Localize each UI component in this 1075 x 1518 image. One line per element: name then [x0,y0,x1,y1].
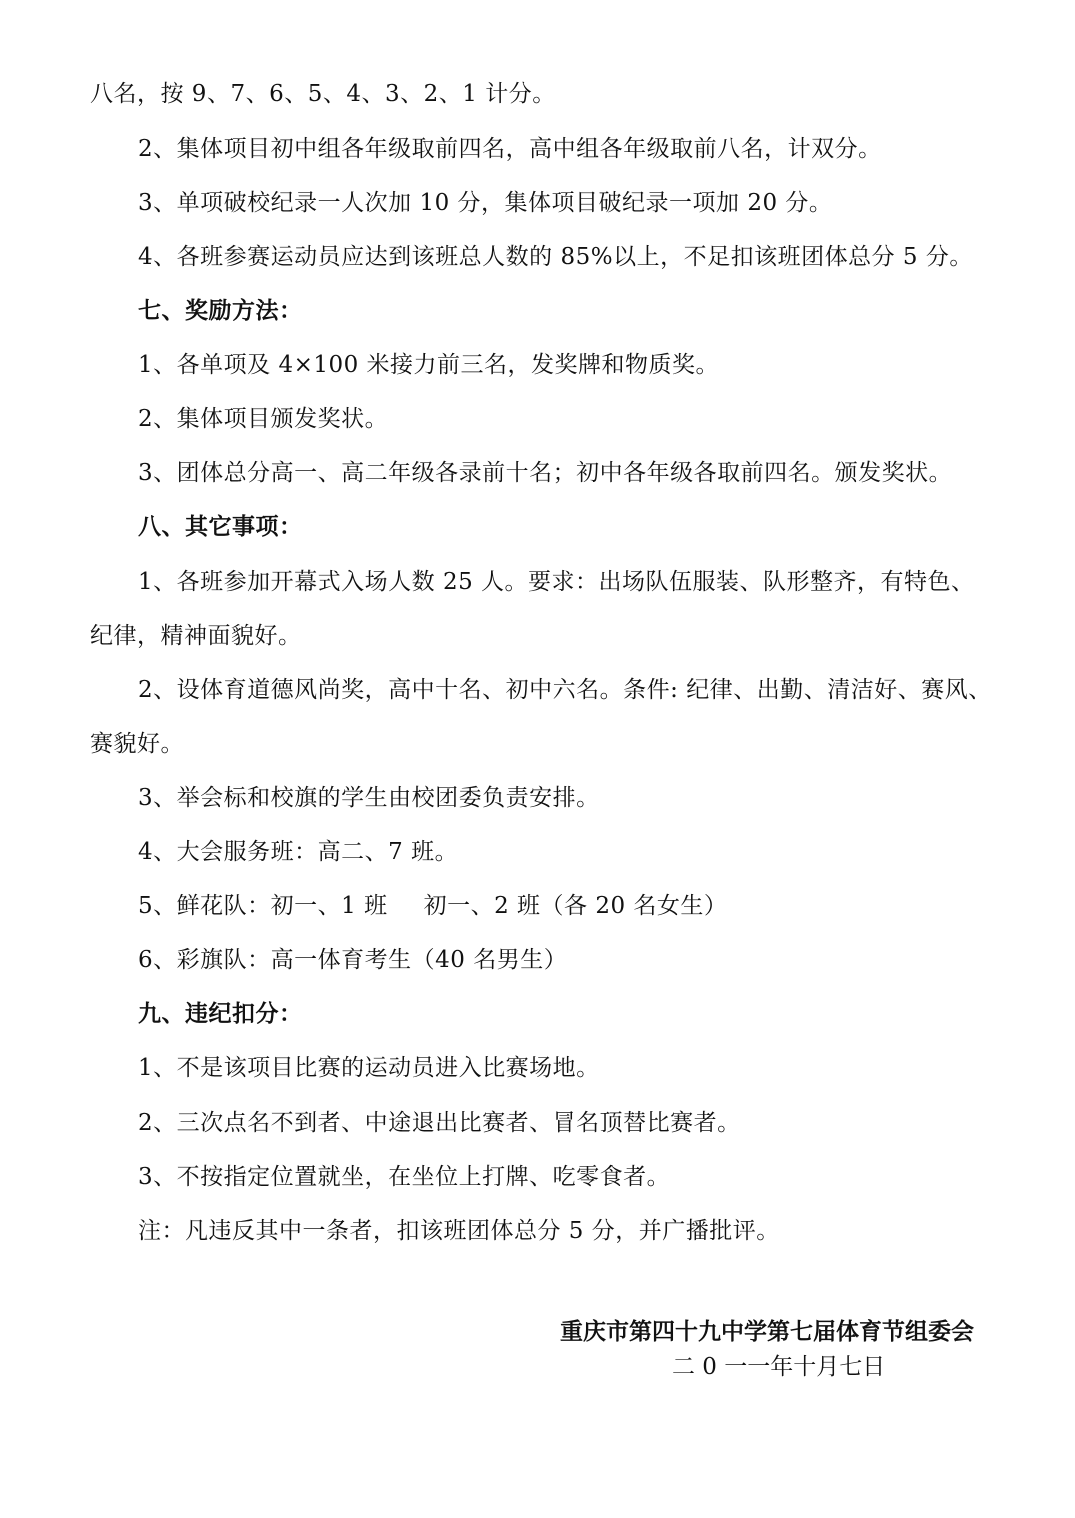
scoring-continuation: 八名，按 9、7、6、5、4、3、2、1 计分。 [90,81,556,107]
other-item-2-line-1: 2、设体育道德风尚奖，高中十名、初中六名。条件: 纪律、出勤、清洁好、赛风、 [138,677,992,703]
other-item-5-part-2: 初一、2 班（各 20 名女生） [423,893,728,919]
other-item-6: 6、彩旗队：高一体育考生（40 名男生） [138,947,568,973]
awards-item-3: 3、团体总分高一、高二年级各录前十名；初中各年级各取前四名。颁发奖状。 [138,460,953,486]
other-item-5-part-1: 5、鲜花队：初一、1 班 [138,893,388,919]
discipline-item-2: 2、三次点名不到者、中途退出比赛者、冒名顶替比赛者。 [138,1110,741,1136]
signature-organization: 重庆市第四十九中学第七届体育节组委会 [560,1318,974,1345]
other-item-3: 3、举会标和校旗的学生由校团委负责安排。 [138,785,600,811]
discipline-item-3: 3、不按指定位置就坐，在坐位上打牌、吃零食者。 [138,1164,671,1190]
discipline-heading: 九、违纪扣分： [138,1000,303,1027]
signature-date: 二 0 一一年十月七日 [672,1354,886,1380]
awards-heading: 七、奖励方法： [138,297,303,324]
scoring-item-4: 4、各班参赛运动员应达到该班总人数的 85%以上，不足扣该班团体总分 5 分。 [138,244,973,270]
awards-item-2: 2、集体项目颁发奖状。 [138,406,389,432]
other-item-4: 4、大会服务班：高二、7 班。 [138,839,459,865]
discipline-note: 注：凡违反其中一条者，扣该班团体总分 5 分，并广播批评。 [138,1218,780,1244]
other-item-5 [138,891,727,921]
other-item-1-line-2: 纪律，精神面貌好。 [90,623,302,649]
other-item-1-line-1: 1、各班参加开幕式入场人数 25 人。要求：出场队伍服装、队形整齐，有特色、 [138,569,975,595]
other-heading: 八、其它事项： [138,513,303,540]
discipline-item-1: 1、不是该项目比赛的运动员进入比赛场地。 [138,1055,600,1081]
scoring-item-3: 3、单项破校纪录一人次加 10 分，集体项目破纪录一项加 20 分。 [138,190,833,216]
other-item-2-line-2: 赛貌好。 [90,731,184,757]
scoring-item-2: 2、集体项目初中组各年级取前四名，高中组各年级取前八名，计双分。 [138,136,882,162]
awards-item-1: 1、各单项及 4×100 米接力前三名，发奖牌和物质奖。 [138,352,720,378]
